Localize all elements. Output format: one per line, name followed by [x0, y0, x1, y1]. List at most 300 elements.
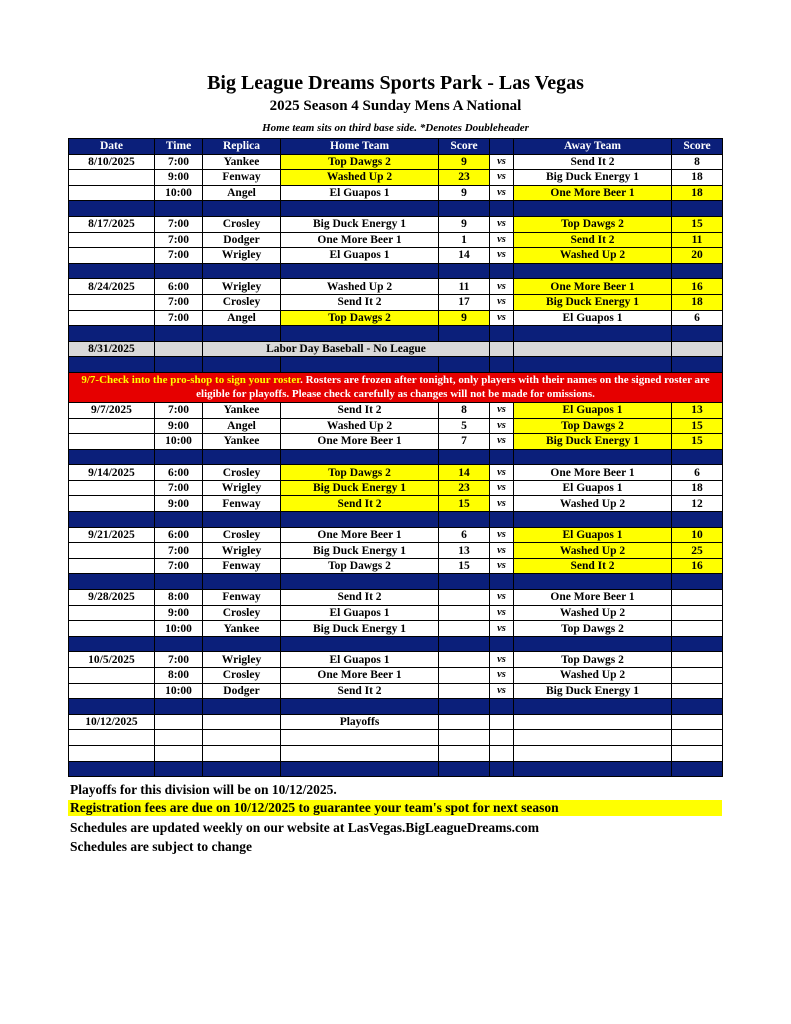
separator-cell — [514, 761, 672, 777]
game-time — [155, 745, 203, 761]
game-field: Wrigley — [203, 279, 281, 295]
home-score: 15 — [439, 496, 490, 512]
separator-cell — [672, 263, 723, 279]
home-team: One More Beer 1 — [281, 527, 439, 543]
away-score: 15 — [672, 216, 723, 232]
home-team: One More Beer 1 — [281, 668, 439, 684]
game-date — [69, 543, 155, 559]
game-date — [69, 248, 155, 264]
home-score — [439, 652, 490, 668]
game-time: 7:00 — [155, 543, 203, 559]
away-team: Top Dawgs 2 — [514, 621, 672, 637]
home-team: Big Duck Energy 1 — [281, 621, 439, 637]
vs-label: vs — [490, 496, 514, 512]
game-row — [69, 605, 723, 621]
away-team: El Guapos 1 — [514, 402, 672, 418]
game-time: 7:00 — [155, 558, 203, 574]
game-time: 6:00 — [155, 465, 203, 481]
separator-cell — [155, 636, 203, 652]
separator-cell — [490, 201, 514, 217]
separator-cell — [203, 201, 281, 217]
away-team: Big Duck Energy 1 — [514, 434, 672, 450]
game-row — [69, 310, 723, 326]
game-time: 9:00 — [155, 170, 203, 186]
separator-cell — [69, 761, 155, 777]
game-time: 7:00 — [155, 154, 203, 170]
home-score: 9 — [439, 216, 490, 232]
game-row — [69, 590, 723, 606]
away-team: Washed Up 2 — [514, 496, 672, 512]
game-date — [69, 605, 155, 621]
vs-label: vs — [490, 154, 514, 170]
game-field: Crosley — [203, 294, 281, 310]
away-team: Washed Up 2 — [514, 605, 672, 621]
separator-cell — [69, 201, 155, 217]
separator-cell — [281, 761, 439, 777]
home-team: Send It 2 — [281, 294, 439, 310]
separator-cell — [490, 699, 514, 715]
vs-label: vs — [490, 402, 514, 418]
game-date: 9/28/2025 — [69, 590, 155, 606]
away-team: Big Duck Energy 1 — [514, 683, 672, 699]
away-score: 16 — [672, 279, 723, 295]
home-score: 9 — [439, 310, 490, 326]
away-team: Washed Up 2 — [514, 543, 672, 559]
game-row — [69, 465, 723, 481]
game-field: Yankee — [203, 434, 281, 450]
separator-cell — [69, 574, 155, 590]
game-date — [69, 496, 155, 512]
separator-cell — [514, 263, 672, 279]
game-time: 6:00 — [155, 527, 203, 543]
home-team: Big Duck Energy 1 — [281, 216, 439, 232]
home-team: Washed Up 2 — [281, 418, 439, 434]
col-date: Date — [69, 139, 155, 155]
home-team — [281, 745, 439, 761]
vs-label: vs — [490, 465, 514, 481]
game-date — [69, 745, 155, 761]
away-score: 25 — [672, 543, 723, 559]
game-field: Crosley — [203, 605, 281, 621]
away-score: 11 — [672, 232, 723, 248]
game-row — [69, 170, 723, 186]
game-field: Fenway — [203, 558, 281, 574]
home-team: Top Dawgs 2 — [281, 310, 439, 326]
home-team: Top Dawgs 2 — [281, 154, 439, 170]
game-row — [69, 543, 723, 559]
separator-cell — [672, 761, 723, 777]
separator-cell — [155, 263, 203, 279]
game-time: 7:00 — [155, 402, 203, 418]
separator-cell — [281, 512, 439, 528]
col-home-team: Home Team — [281, 139, 439, 155]
game-field: Angel — [203, 185, 281, 201]
separator-cell — [69, 326, 155, 342]
empty-cell — [672, 341, 723, 357]
away-team: Big Duck Energy 1 — [514, 294, 672, 310]
game-time: 10:00 — [155, 434, 203, 450]
away-team — [514, 714, 672, 730]
separator-cell — [672, 699, 723, 715]
separator-cell — [672, 357, 723, 373]
separator-cell — [281, 636, 439, 652]
page-title: Big League Dreams Sports Park - Las Vegas — [207, 72, 584, 94]
game-time: 7:00 — [155, 480, 203, 496]
game-field: Dodger — [203, 683, 281, 699]
separator-cell — [490, 574, 514, 590]
away-score: 18 — [672, 294, 723, 310]
home-team: Washed Up 2 — [281, 170, 439, 186]
separator-cell — [514, 636, 672, 652]
away-score — [672, 621, 723, 637]
game-row — [69, 480, 723, 496]
game-row — [69, 279, 723, 295]
separator-cell — [203, 326, 281, 342]
separator-cell — [514, 449, 672, 465]
away-score — [672, 714, 723, 730]
separator-cell — [281, 263, 439, 279]
separator-cell — [203, 699, 281, 715]
game-time: 10:00 — [155, 621, 203, 637]
vs-label: vs — [490, 434, 514, 450]
game-date — [69, 480, 155, 496]
away-score — [672, 652, 723, 668]
home-team: El Guapos 1 — [281, 652, 439, 668]
separator-cell — [514, 357, 672, 373]
home-team: Big Duck Energy 1 — [281, 480, 439, 496]
separator-cell — [203, 449, 281, 465]
away-score: 6 — [672, 310, 723, 326]
away-score: 18 — [672, 185, 723, 201]
away-team: Send It 2 — [514, 558, 672, 574]
game-date: 9/21/2025 — [69, 527, 155, 543]
game-field: Yankee — [203, 154, 281, 170]
home-team — [281, 730, 439, 746]
game-row — [69, 558, 723, 574]
away-score: 16 — [672, 558, 723, 574]
separator-cell — [672, 574, 723, 590]
col-away-team: Away Team — [514, 139, 672, 155]
separator-cell — [490, 326, 514, 342]
game-date: 10/5/2025 — [69, 652, 155, 668]
game-date — [69, 434, 155, 450]
game-row — [69, 248, 723, 264]
game-date: 8/17/2025 — [69, 216, 155, 232]
game-date: 9/7/2025 — [69, 402, 155, 418]
home-score — [439, 714, 490, 730]
separator-cell — [281, 357, 439, 373]
game-date: 8/10/2025 — [69, 154, 155, 170]
separator-cell — [672, 512, 723, 528]
away-score: 15 — [672, 418, 723, 434]
roster-notice-row — [69, 372, 723, 402]
header-row — [69, 139, 723, 155]
separator-cell — [439, 201, 490, 217]
week-separator — [69, 201, 723, 217]
col-vs — [490, 139, 514, 155]
separator-cell — [439, 449, 490, 465]
home-team: Send It 2 — [281, 402, 439, 418]
home-score — [439, 668, 490, 684]
game-date — [69, 294, 155, 310]
game-time: 10:00 — [155, 683, 203, 699]
vs-label: vs — [490, 621, 514, 637]
separator-cell — [203, 761, 281, 777]
separator-cell — [69, 357, 155, 373]
away-team — [514, 730, 672, 746]
away-team: El Guapos 1 — [514, 527, 672, 543]
game-time: 7:00 — [155, 248, 203, 264]
away-score — [672, 590, 723, 606]
home-score: 9 — [439, 154, 490, 170]
week-separator — [69, 761, 723, 777]
game-time — [155, 714, 203, 730]
game-field: Dodger — [203, 232, 281, 248]
col-replica: Replica — [203, 139, 281, 155]
vs-label: vs — [490, 216, 514, 232]
game-row — [69, 232, 723, 248]
separator-cell — [439, 574, 490, 590]
game-field: Wrigley — [203, 652, 281, 668]
home-team: El Guapos 1 — [281, 605, 439, 621]
away-score: 15 — [672, 434, 723, 450]
vs-label: vs — [490, 668, 514, 684]
home-team: Send It 2 — [281, 683, 439, 699]
separator-cell — [69, 636, 155, 652]
vs-label: vs — [490, 294, 514, 310]
disclaimer-note: Schedules are subject to change — [70, 839, 252, 854]
vs-label: vs — [490, 418, 514, 434]
game-row — [69, 652, 723, 668]
away-score — [672, 668, 723, 684]
vs-label: vs — [490, 543, 514, 559]
game-field — [203, 730, 281, 746]
game-field: Fenway — [203, 496, 281, 512]
vs-label — [490, 730, 514, 746]
separator-cell — [155, 326, 203, 342]
week-separator — [69, 636, 723, 652]
home-score: 23 — [439, 170, 490, 186]
away-team: Big Duck Energy 1 — [514, 170, 672, 186]
separator-cell — [155, 699, 203, 715]
home-team: Playoffs — [281, 714, 439, 730]
separator-cell — [439, 357, 490, 373]
col-away-score: Score — [672, 139, 723, 155]
home-team: Washed Up 2 — [281, 279, 439, 295]
away-team: One More Beer 1 — [514, 590, 672, 606]
separator-cell — [281, 201, 439, 217]
away-score: 13 — [672, 402, 723, 418]
separator-cell — [439, 699, 490, 715]
separator-cell — [69, 512, 155, 528]
vs-label: vs — [490, 652, 514, 668]
away-score: 18 — [672, 170, 723, 186]
separator-cell — [672, 449, 723, 465]
home-score — [439, 590, 490, 606]
roster-notice — [69, 372, 723, 402]
notice-highlight: Check into the pro-shop to sign your roster — [99, 374, 301, 387]
separator-cell — [203, 263, 281, 279]
vs-label: vs — [490, 248, 514, 264]
separator-cell — [672, 201, 723, 217]
away-team: El Guapos 1 — [514, 310, 672, 326]
home-score: 13 — [439, 543, 490, 559]
separator-cell — [281, 574, 439, 590]
separator-cell — [514, 512, 672, 528]
separator-cell — [155, 761, 203, 777]
empty-cell — [514, 341, 672, 357]
game-row — [69, 683, 723, 699]
away-team: One More Beer 1 — [514, 465, 672, 481]
separator-cell — [514, 326, 672, 342]
home-team: Send It 2 — [281, 496, 439, 512]
separator-cell — [281, 699, 439, 715]
empty-cell — [155, 341, 203, 357]
home-score: 8 — [439, 402, 490, 418]
game-row — [69, 668, 723, 684]
separator-cell — [514, 699, 672, 715]
separator-cell — [490, 263, 514, 279]
game-row — [69, 294, 723, 310]
separator-cell — [514, 574, 672, 590]
game-field: Yankee — [203, 402, 281, 418]
separator-cell — [203, 512, 281, 528]
away-score: 18 — [672, 480, 723, 496]
away-team: One More Beer 1 — [514, 279, 672, 295]
game-row — [69, 185, 723, 201]
game-field — [203, 714, 281, 730]
vs-label: vs — [490, 232, 514, 248]
game-field: Crosley — [203, 668, 281, 684]
separator-cell — [514, 201, 672, 217]
page-subtitle: 2025 Season 4 Sunday Mens A National — [269, 98, 522, 114]
separator-cell — [439, 512, 490, 528]
home-score — [439, 605, 490, 621]
game-row — [69, 745, 723, 761]
home-score: 11 — [439, 279, 490, 295]
separator-cell — [490, 761, 514, 777]
game-time — [155, 730, 203, 746]
home-score — [439, 621, 490, 637]
game-date — [69, 730, 155, 746]
separator-cell — [439, 263, 490, 279]
game-row — [69, 527, 723, 543]
away-score: 8 — [672, 154, 723, 170]
game-row — [69, 216, 723, 232]
home-team: Top Dawgs 2 — [281, 558, 439, 574]
week-separator — [69, 449, 723, 465]
home-score: 5 — [439, 418, 490, 434]
game-field: Wrigley — [203, 248, 281, 264]
separator-cell — [155, 574, 203, 590]
game-field: Fenway — [203, 590, 281, 606]
home-team: Send It 2 — [281, 590, 439, 606]
game-field: Crosley — [203, 465, 281, 481]
home-score: 14 — [439, 465, 490, 481]
home-team: One More Beer 1 — [281, 232, 439, 248]
game-time: 7:00 — [155, 310, 203, 326]
game-field: Fenway — [203, 170, 281, 186]
home-score: 15 — [439, 558, 490, 574]
home-score: 1 — [439, 232, 490, 248]
separator-cell — [203, 574, 281, 590]
away-score — [672, 683, 723, 699]
home-score: 23 — [439, 480, 490, 496]
separator-cell — [281, 449, 439, 465]
game-field: Wrigley — [203, 543, 281, 559]
game-date — [69, 185, 155, 201]
separator-cell — [69, 699, 155, 715]
game-date — [69, 310, 155, 326]
away-score: 6 — [672, 465, 723, 481]
game-field: Crosley — [203, 216, 281, 232]
home-team: El Guapos 1 — [281, 248, 439, 264]
away-team: Send It 2 — [514, 232, 672, 248]
game-date — [69, 170, 155, 186]
notice-text: . Rosters are frozen after tonight, only players with their names on the signed roster are eligible for playoffs. Please check carefully as changes will not be made for omissions. — [196, 374, 710, 401]
website-note: Schedules are updated weekly on our website at LasVegas.BigLeagueDreams.com — [70, 820, 540, 835]
game-date — [69, 683, 155, 699]
home-score: 6 — [439, 527, 490, 543]
vs-label — [490, 745, 514, 761]
away-team — [514, 745, 672, 761]
away-score — [672, 730, 723, 746]
week-separator — [69, 263, 723, 279]
game-date — [69, 668, 155, 684]
home-team: Big Duck Energy 1 — [281, 543, 439, 559]
week-separator — [69, 699, 723, 715]
vs-label — [490, 714, 514, 730]
game-row — [69, 154, 723, 170]
schedule-note: Home team sits on third base side. *Denotes Doubleheader — [262, 122, 529, 134]
playoffs-note: Playoffs for this division will be on 10/12/2025. — [70, 782, 337, 797]
game-time: 9:00 — [155, 418, 203, 434]
vs-label: vs — [490, 279, 514, 295]
vs-label: vs — [490, 683, 514, 699]
home-team: One More Beer 1 — [281, 434, 439, 450]
game-row — [69, 418, 723, 434]
separator-cell — [203, 636, 281, 652]
separator-cell — [155, 357, 203, 373]
home-score — [439, 730, 490, 746]
game-field: Crosley — [203, 527, 281, 543]
separator-cell — [155, 449, 203, 465]
separator-cell — [439, 761, 490, 777]
game-time: 7:00 — [155, 294, 203, 310]
away-team: Washed Up 2 — [514, 668, 672, 684]
game-date: 8/31/2025 — [69, 341, 155, 357]
week-separator — [69, 512, 723, 528]
game-date: 8/24/2025 — [69, 279, 155, 295]
away-team: El Guapos 1 — [514, 480, 672, 496]
separator-cell — [672, 326, 723, 342]
vs-label: vs — [490, 170, 514, 186]
game-date — [69, 418, 155, 434]
game-date: 9/14/2025 — [69, 465, 155, 481]
game-date — [69, 558, 155, 574]
separator-cell — [69, 263, 155, 279]
separator-cell — [490, 357, 514, 373]
col-home-score: Score — [439, 139, 490, 155]
home-score: 9 — [439, 185, 490, 201]
week-separator — [69, 326, 723, 342]
separator-cell — [439, 636, 490, 652]
game-date — [69, 232, 155, 248]
game-field: Angel — [203, 418, 281, 434]
vs-label: vs — [490, 527, 514, 543]
home-team: El Guapos 1 — [281, 185, 439, 201]
game-time: 8:00 — [155, 590, 203, 606]
